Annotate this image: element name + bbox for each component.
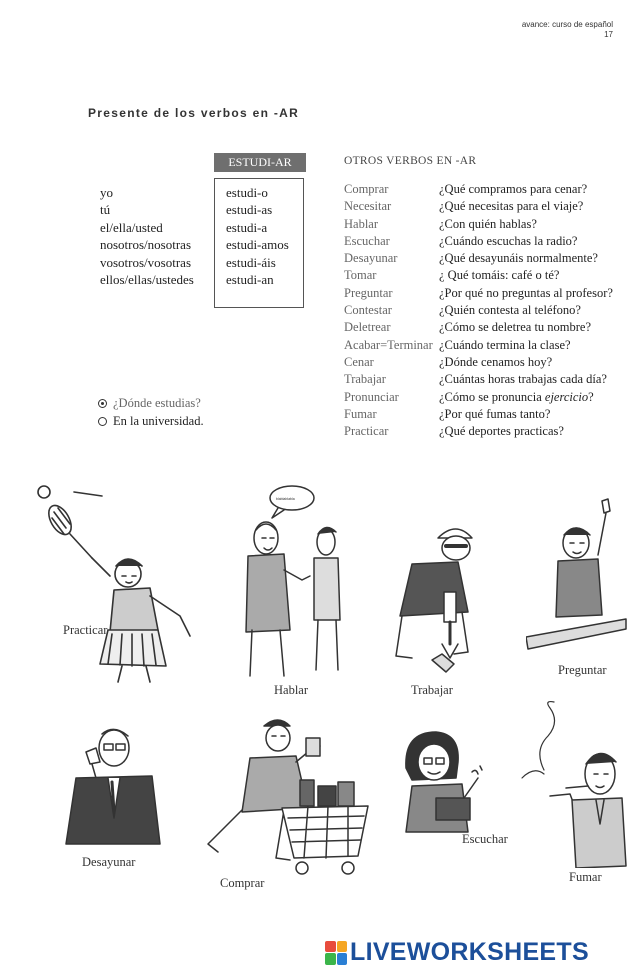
example-question: ¿Cuándo termina la clase?: [439, 337, 571, 352]
talking-men-illustration: [218, 480, 348, 680]
verb-item: Pronunciar: [344, 389, 399, 404]
verb-item: Contestar: [344, 303, 392, 318]
verb-item: Comprar: [344, 182, 389, 196]
pronoun: el/ella/usted: [100, 219, 163, 235]
speech-bubble-text: blablablabla: [276, 497, 295, 501]
example-question: ¿Cómo se deletrea tu nombre?: [439, 320, 592, 335]
verb-item: Fumar: [344, 406, 377, 421]
logo-square: [337, 953, 348, 965]
caption-escuchar: Escuchar: [462, 832, 508, 846]
page-header: [522, 20, 613, 40]
example-question: ¿Qué compramos para cenar?: [439, 182, 588, 196]
example-question: ¿Por qué fumas tanto?: [439, 406, 551, 421]
page-number: 17: [604, 30, 613, 39]
dialog-answer-row: [98, 413, 204, 431]
conjugation-form: estudi-áis: [226, 254, 276, 270]
section-title: Presente de los verbos en -AR: [88, 106, 300, 120]
liveworksheets-logo: [325, 938, 589, 967]
speaker-a-icon: [98, 399, 107, 408]
example-question: ¿Qué necesitas para el viaje?: [439, 199, 584, 214]
example-question: ¿Qué deportes practicas?: [439, 424, 564, 439]
dialog-question-row: [98, 395, 204, 413]
example-questions: [439, 181, 613, 440]
example-question: ¿Dónde cenamos hoy?: [439, 354, 553, 369]
other-verbs-list: [344, 181, 433, 440]
verb-item: Necesitar: [344, 199, 392, 214]
verb-item: Cenar: [344, 354, 374, 369]
caption-comprar: Comprar: [220, 876, 265, 890]
man-smoking-illustration: [514, 700, 630, 868]
caption-fumar: Fumar: [569, 870, 602, 884]
liveworksheets-icon: [325, 941, 347, 965]
conjugation-heading: ESTUDI-AR: [214, 153, 306, 172]
logo-square: [325, 953, 336, 965]
verb-item: Acabar=Terminar: [344, 337, 433, 352]
caption-desayunar: Desayunar: [82, 855, 136, 869]
other-verbs-heading: OTROS VERBOS EN -AR: [344, 155, 477, 167]
tennis-player-illustration: [30, 478, 210, 688]
conjugation-form: estudi-an: [226, 272, 274, 288]
student-raising-hand-illustration: [526, 497, 630, 657]
question-text: ?: [588, 389, 594, 404]
logo-square: [325, 941, 336, 953]
question-text: ¿Cómo se pronuncia: [439, 389, 545, 404]
conjugation-form: estudi-a: [226, 219, 268, 235]
question-italic-word: ejercicio: [544, 389, 589, 404]
worker-jackhammer-illustration: [372, 520, 497, 680]
logo-square: [337, 941, 348, 953]
pronoun: nosotros/nosotras: [100, 237, 191, 253]
pronoun-list: [100, 184, 194, 288]
dialog-question: ¿Dónde estudias?: [113, 396, 201, 410]
pronoun: vosotros/vosotras: [100, 254, 191, 270]
verb-item: Desayunar: [344, 251, 398, 266]
example-question: ¿Cuántas horas trabajas cada día?: [439, 372, 607, 387]
conjugation-form: estudi-amos: [226, 237, 289, 253]
verb-item: Escuchar: [344, 233, 390, 248]
caption-practicar: Practicar: [63, 623, 108, 637]
example-question: ¿Cuándo escuchas la radio?: [439, 233, 578, 248]
caption-trabajar: Trabajar: [411, 683, 453, 697]
example-question: [439, 389, 613, 406]
man-drinking-coffee-illustration: [56, 718, 166, 848]
shopping-cart-illustration: [188, 712, 378, 882]
woman-with-radio-illustration: [398, 728, 498, 838]
conjugation-box: [214, 178, 304, 308]
conjugation-form: estudi-as: [226, 202, 273, 218]
dialog-example: [98, 395, 204, 430]
caption-preguntar: Preguntar: [558, 663, 607, 677]
example-question: ¿Quién contesta al teléfono?: [439, 303, 581, 318]
example-question: ¿Por qué no preguntas al profesor?: [439, 285, 613, 300]
book-title: avance: curso de español: [521, 20, 613, 29]
pronoun: tú: [100, 202, 111, 218]
liveworksheets-text: LIVEWORKSHEETS: [350, 938, 589, 966]
caption-hablar: Hablar: [274, 683, 309, 697]
dialog-answer: En la universidad.: [113, 413, 204, 428]
verb-item: Trabajar: [344, 372, 386, 387]
speaker-b-icon: [98, 417, 107, 426]
verb-item: Preguntar: [344, 285, 393, 300]
pronoun: ellos/ellas/ustedes: [100, 272, 194, 288]
conjugation-form: estudi-o: [226, 185, 268, 200]
example-question: ¿Con quién hablas?: [439, 216, 537, 231]
verb-item: Hablar: [344, 216, 379, 231]
pronoun: yo: [100, 185, 113, 200]
verb-item: Deletrear: [344, 320, 391, 335]
verb-item: Tomar: [344, 268, 377, 283]
verb-item: Practicar: [344, 424, 389, 439]
example-question: ¿ Qué tomáis: café o té?: [439, 268, 560, 283]
example-question: ¿Qué desayunáis normalmente?: [439, 251, 598, 266]
